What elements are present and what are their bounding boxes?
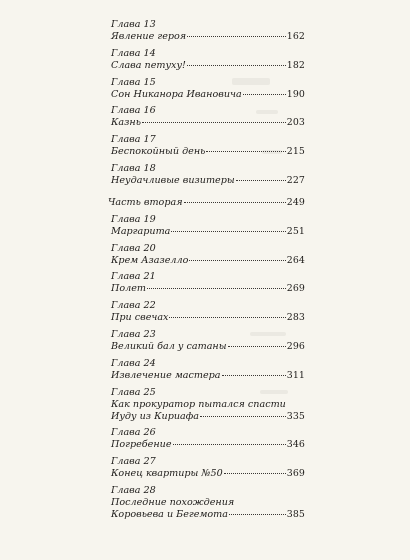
chapter-title: Конец квартиры №50 — [111, 468, 223, 480]
chapter-title: Крем Азазелло — [111, 254, 189, 266]
toc-entry-chapter-16 — [111, 105, 305, 129]
dot-leader — [147, 288, 286, 289]
toc-entry-chapter-19 — [111, 214, 305, 238]
toc-line — [111, 283, 305, 295]
chapter-title: Погребение — [111, 439, 172, 451]
chapter-label: Глава 18 — [111, 162, 156, 174]
chapter-label: Глава 24 — [111, 357, 156, 369]
chapter-title-line-1: Как прокуратор пытался спасти — [111, 398, 286, 410]
page-number: 269 — [286, 283, 305, 295]
chapter-label: Глава 16 — [111, 105, 156, 117]
dot-leader — [224, 473, 286, 474]
chapter-title: Коровьева и Бегемота — [111, 508, 228, 520]
page-number: 283 — [286, 312, 305, 324]
chapter-title-line-1: Последние похождения — [111, 496, 235, 508]
page-number: 190 — [286, 88, 305, 100]
chapter-title: Извлечение мастера — [111, 369, 221, 381]
dot-leader — [206, 151, 285, 152]
dot-leader — [228, 346, 286, 347]
chapter-title: Беспокойный день — [111, 146, 206, 158]
toc-line — [111, 439, 305, 451]
dot-leader — [142, 122, 286, 123]
toc-entry-chapter-13 — [111, 19, 305, 43]
toc-entry-chapter-21 — [111, 271, 305, 295]
dot-leader — [243, 94, 286, 95]
dot-leader — [187, 65, 286, 66]
chapter-label: Глава 21 — [111, 271, 156, 283]
chapter-label: Глава 28 — [111, 484, 156, 496]
toc-line — [111, 255, 305, 267]
toc-entry-chapter-23 — [111, 329, 305, 353]
chapter-label: Глава 20 — [111, 242, 156, 254]
chapter-label: Глава 23 — [111, 328, 156, 340]
page-number: 385 — [286, 508, 305, 520]
dot-leader — [236, 180, 286, 181]
chapter-label: Глава 17 — [111, 134, 156, 146]
chapter-label: Глава 26 — [111, 427, 156, 439]
toc-line — [111, 411, 305, 423]
toc-line — [111, 146, 305, 158]
page-number: 369 — [286, 468, 305, 480]
toc-entry-part-two — [108, 196, 305, 209]
toc-entry-chapter-14 — [111, 48, 305, 72]
page-number: 251 — [286, 225, 305, 237]
toc-line — [111, 341, 305, 353]
chapter-label: Глава 15 — [111, 76, 156, 88]
chapter-title: Маргарита — [111, 225, 171, 237]
chapter-label: Глава 27 — [111, 456, 156, 468]
page-number: 203 — [286, 117, 305, 129]
page-number: 215 — [286, 146, 305, 158]
page-number: 249 — [286, 196, 305, 208]
page-number: 335 — [286, 410, 305, 422]
chapter-title: Казнь — [111, 117, 141, 129]
toc-line — [111, 31, 305, 43]
chapter-title: Иуду из Кириафа — [111, 410, 199, 422]
chapter-title: Слава петуху! — [111, 59, 186, 71]
toc-line — [111, 226, 305, 238]
chapter-title: При свечах — [111, 312, 169, 324]
page-number: 227 — [286, 174, 305, 186]
chapter-title: Сон Никанора Ивановича — [111, 88, 242, 100]
dot-leader — [171, 231, 285, 232]
toc-line — [111, 370, 305, 382]
toc-entry-chapter-15 — [111, 77, 305, 101]
chapter-title: Полет — [111, 283, 147, 295]
chapter-label: Глава 13 — [111, 19, 156, 30]
toc-line — [111, 175, 305, 187]
dot-leader — [169, 317, 285, 318]
chapter-title: Великий бал у сатаны — [111, 340, 227, 352]
chapter-label: Глава 19 — [111, 213, 156, 225]
dot-leader — [187, 36, 286, 37]
toc-line — [111, 312, 305, 324]
page-number: 162 — [286, 31, 305, 42]
toc-entry-chapter-26 — [111, 427, 305, 451]
toc-entry-chapter-22 — [111, 300, 305, 324]
toc-entry-chapter-18 — [111, 163, 305, 187]
page-number: 346 — [286, 439, 305, 451]
toc-entry-chapter-24 — [111, 358, 305, 382]
dot-leader — [200, 416, 286, 417]
toc-entry-chapter-17 — [111, 134, 305, 158]
toc-entry-chapter-25 — [111, 387, 305, 423]
toc-line — [111, 89, 305, 101]
toc-line — [111, 468, 305, 480]
toc-line — [111, 60, 305, 72]
chapter-title: Неудачливые визитеры — [111, 174, 235, 186]
toc-line — [111, 117, 305, 129]
toc-entry-chapter-28 — [111, 485, 305, 521]
page-number: 311 — [286, 369, 305, 381]
dot-leader — [173, 444, 286, 445]
chapter-label: Глава 14 — [111, 47, 156, 59]
page-number: 182 — [286, 59, 305, 71]
dot-leader — [222, 375, 286, 376]
page-number: 264 — [286, 254, 305, 266]
toc-line — [111, 509, 305, 521]
dot-leader — [184, 202, 286, 203]
chapter-label: Глава 25 — [111, 386, 156, 398]
chapter-title: Явление героя — [111, 31, 187, 42]
table-of-contents — [108, 19, 305, 521]
dot-leader — [189, 260, 285, 261]
part-title: Часть вторая — [108, 196, 183, 208]
toc-line — [108, 196, 305, 209]
toc-entry-chapter-20 — [111, 243, 305, 267]
toc-entry-chapter-27 — [111, 456, 305, 480]
chapter-label: Глава 22 — [111, 300, 156, 312]
page-number: 296 — [286, 340, 305, 352]
dot-leader — [229, 514, 286, 515]
